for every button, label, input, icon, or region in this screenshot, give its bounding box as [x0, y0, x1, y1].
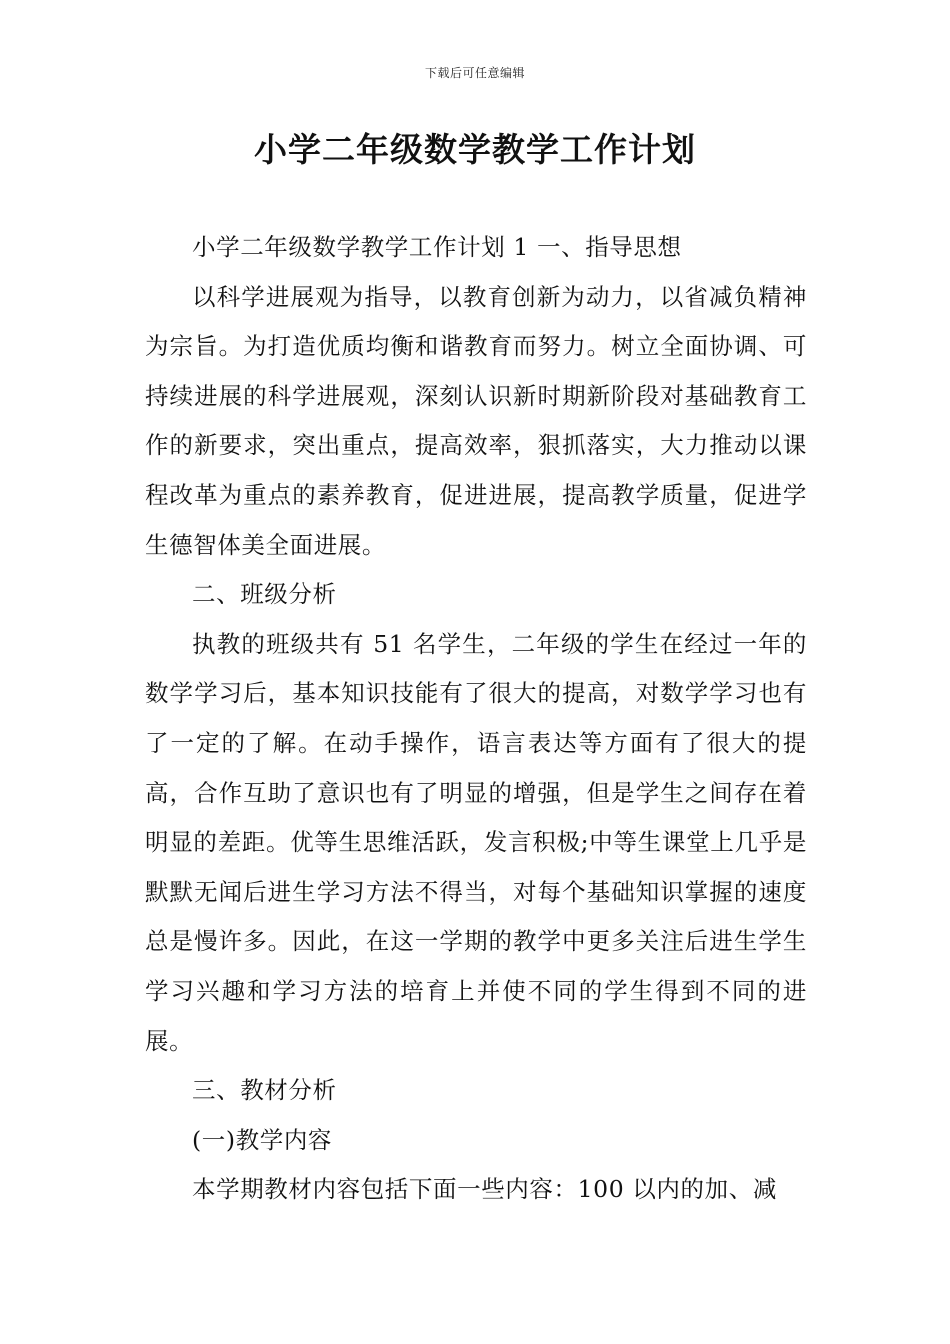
header-note: 下载后可任意编辑 [424, 66, 525, 80]
paragraph-intro-heading: 小学二年级数学教学工作计划 1 一、指导思想 [192, 233, 682, 261]
document-body [145, 223, 807, 1215]
section-heading-class-analysis: 二、班级分析 [192, 580, 337, 609]
section-heading-textbook-analysis: 三、教材分析 [192, 1076, 337, 1105]
paragraph-teaching-content: 本学期教材内容包括下面一些内容：100 以内的加、减 [192, 1175, 777, 1204]
paragraph-class-analysis: 执教的班级共有 51 名学生，二年级的学生在经过一年的数学学习后，基本知识技能有了很大的提高，对数学学习也有了一定的了解。在动手操作，语言表达等方面有了很大的提高，合作互助了意识也有了明显的增强，但是学生之间存在着明显的差距。优等生思维活跃，发言积极;中等生课堂上几乎是默默无闻后进生学习方法不得当，对每个基础知识掌握的速度总是慢许多。因此，在这一学期的教学中更多关注后进生学生学习兴趣和学习方法的培育上并使不同的学生得到不同的进展。 [145, 629, 807, 1055]
paragraph-guiding-ideology: 以科学进展观为指导，以教育创新为动力，以省减负精神为宗旨。为打造优质均衡和谐教育而努力。树立全面协调、可持续进展的科学进展观，深刻认识新时期新阶段对基础教育工作的新要求，突出重点，提高效率，狠抓落实，大力推动以课程改革为重点的素养教育，促进进展，提高教学质量，促进学生德智体美全面进展。 [145, 282, 807, 559]
document-title: 小学二年级数学教学工作计划 [254, 130, 696, 169]
subsection-heading-teaching-content: (一)教学内容 [192, 1125, 333, 1154]
